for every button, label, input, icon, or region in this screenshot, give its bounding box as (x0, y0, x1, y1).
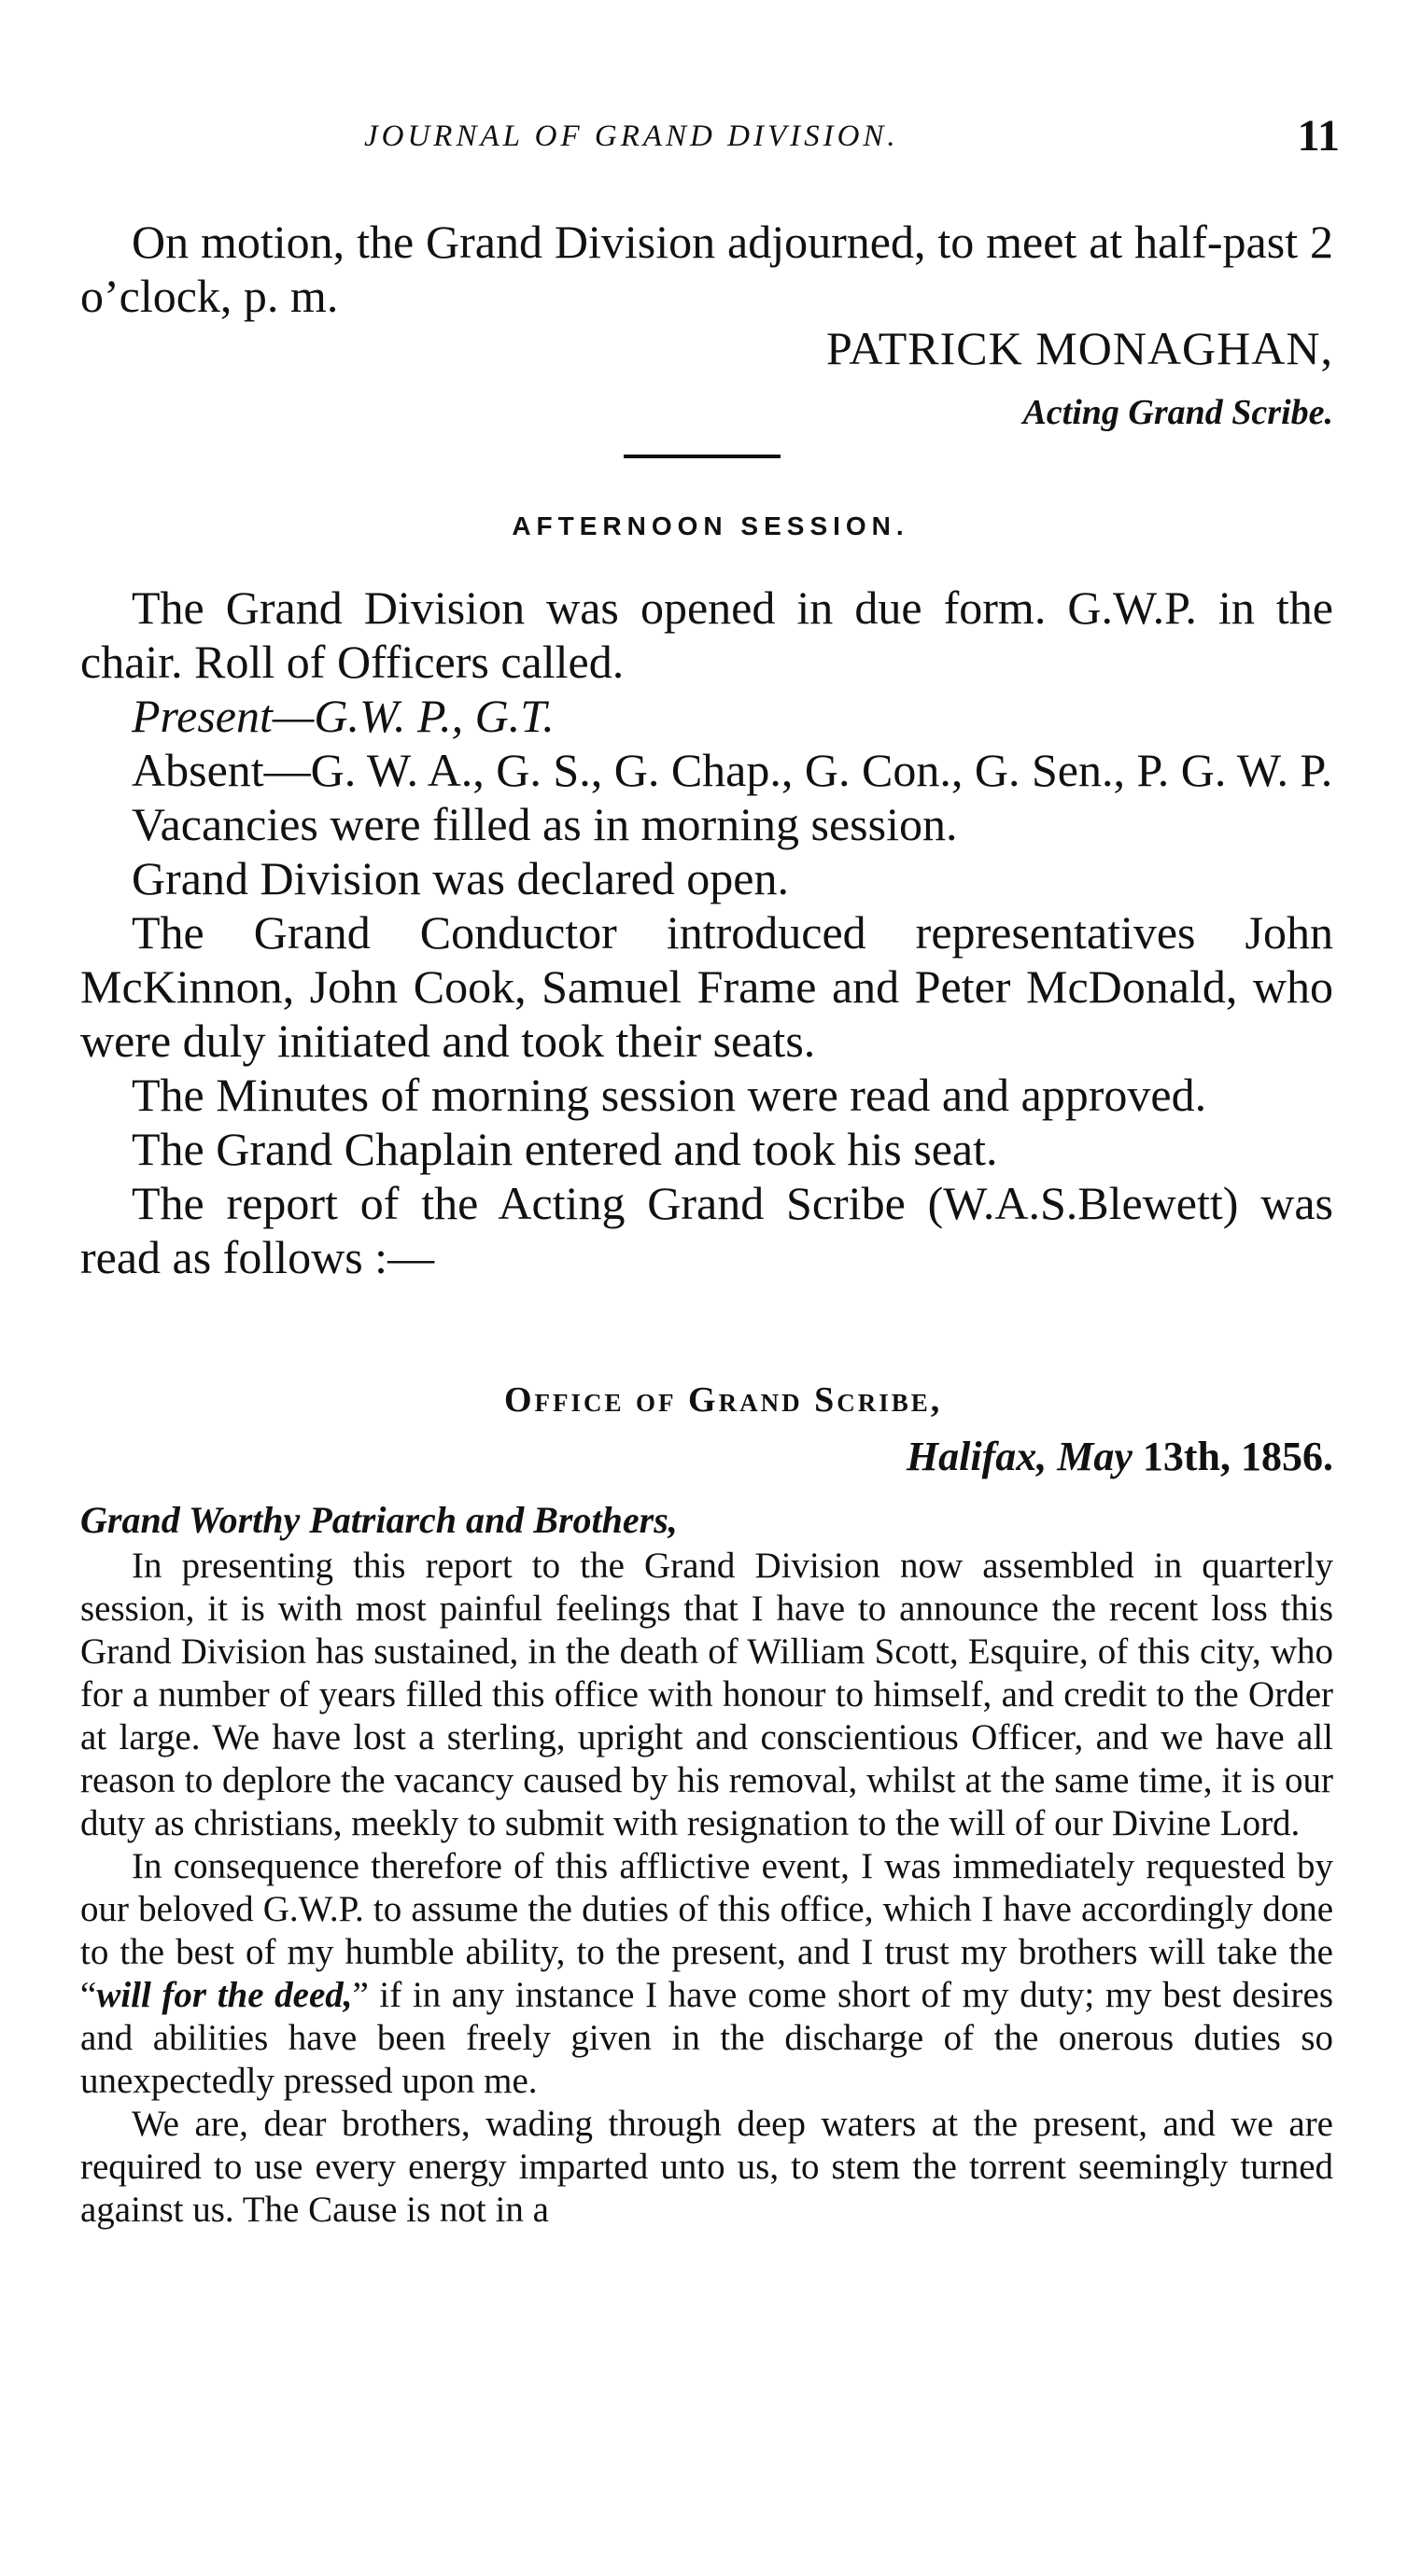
report-paragraph-text: ” if in any instance I have come short of my duty; my best desires and abilities have been freely given in the discharge of the onerous duties so unexpectedly pressed upon me. (80, 1975, 1333, 2101)
adjournment-paragraph (80, 215, 1333, 323)
signature-name: PATRICK MONAGHAN, (825, 322, 1333, 374)
report-date-place: Halifax, (906, 1434, 1048, 1479)
report-paragraph (80, 1845, 1333, 2103)
report-emphasis: will for the deed, (96, 1975, 353, 2015)
report-date-year: 1856. (1241, 1434, 1333, 1479)
office-heading: Office of Grand Scribe, (504, 1380, 943, 1420)
report-paragraph: In presenting this report to the Grand Division now assembled in quarterly session, it is with most painful feelings that I have to announce the recent loss this Grand Division has sustained, in the death of William Scott, Esquire, of this city, who for a number of years filled this office with honour to himself, and credit to the Order at large. We have lost a sterling, upright and conscientious Officer, and we have all reason to deplore the vacancy caused by his removal, whilst at the same time, it is our duty as christians, meekly to submit with resignation to the will of our Divine Lord. (80, 1546, 1333, 1843)
minutes-line: Present—G.W. P., G.T. (132, 690, 555, 742)
minutes-line: The Grand Division was opened in due form. G.W.P. in the chair. Roll of Officers called. (80, 581, 1333, 688)
page-number: 11 (1297, 111, 1340, 161)
minutes-line: Vacancies were filled as in morning session. (132, 798, 958, 850)
adjournment-text: On motion, the Grand Division adjourned, to meet at half-past 2 o’clock, p. m. (80, 216, 1333, 322)
report-salutation: Grand Worthy Patriarch and Brothers, (80, 1499, 678, 1541)
minutes-block (80, 581, 1333, 1284)
report-paragraph-text: In consequence therefore of this afflictive event, I was immediately requested by our beloved G.W.P. to assume the duties of this office, which I have accordingly done to the best of my humble ability, to the present, and I trust my brothers will take the “ (80, 1846, 1333, 2015)
report-body (80, 1545, 1333, 2232)
report-date-day: 13th, (1142, 1434, 1231, 1479)
minutes-line: The Minutes of morning session were read and approved. (132, 1069, 1207, 1121)
signature-title: Acting Grand Scribe. (1022, 393, 1333, 432)
session-heading: AFTERNOON SESSION. (512, 511, 909, 540)
report-paragraph: We are, dear brothers, wading through deep waters at the present, and we are required to use every energy imparted unto us, to stem the torrent seemingly turned against us. The Cause is not in a (80, 2104, 1333, 2230)
page-header (84, 111, 1340, 175)
section-divider (624, 455, 781, 458)
minutes-line: Absent—G. W. A., G. S., G. Chap., G. Con., G. Sen., P. G. W. P. (132, 744, 1333, 796)
minutes-line: The Grand Chaplain entered and took his seat. (132, 1123, 998, 1175)
report-date-month: May (1057, 1434, 1133, 1479)
minutes-line: Grand Division was declared open. (132, 852, 789, 904)
running-head: JOURNAL OF GRAND DIVISION. (364, 119, 899, 153)
minutes-line: The report of the Acting Grand Scribe (W.A.S.Blewett) was read as follows :— (80, 1177, 1333, 1283)
minutes-line: The Grand Conductor introduced representatives John McKinnon, John Cook, Samuel Frame and Peter McDonald, who were duly initiated and took their seats. (80, 906, 1333, 1067)
report-date (907, 1433, 1333, 1480)
